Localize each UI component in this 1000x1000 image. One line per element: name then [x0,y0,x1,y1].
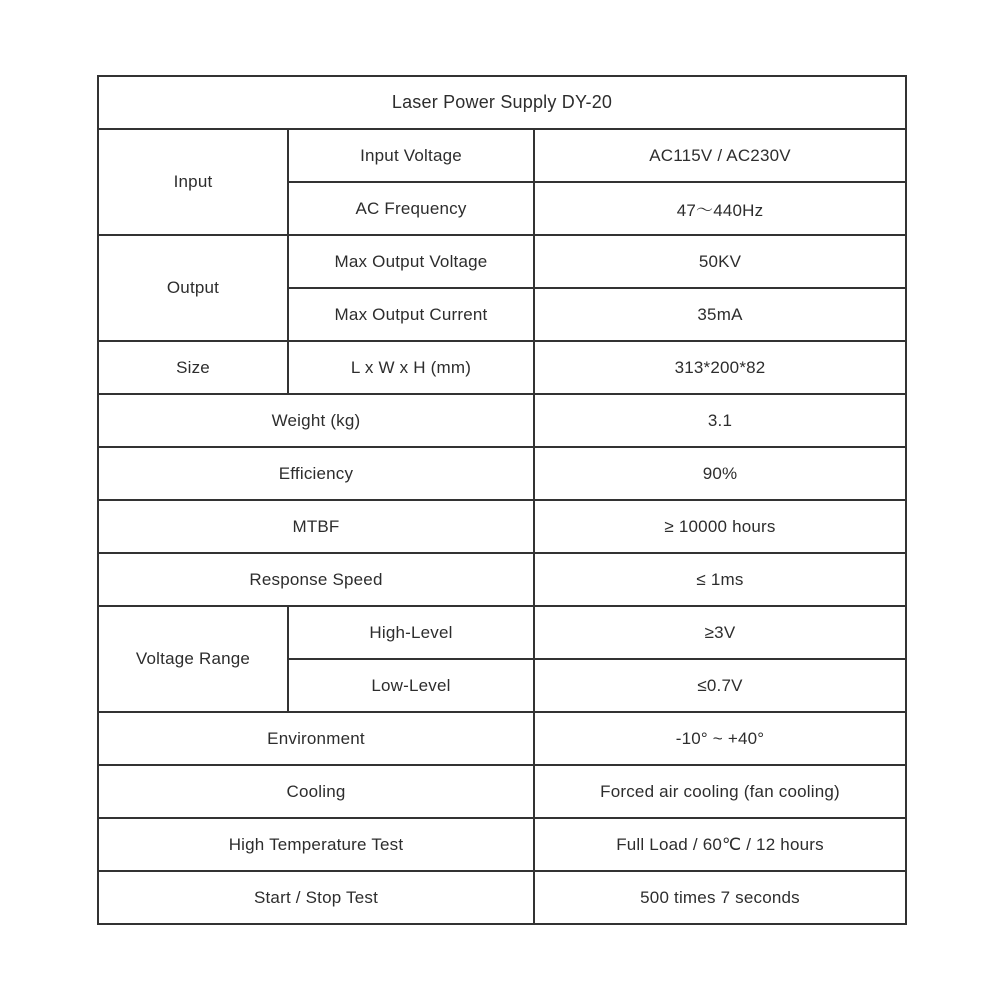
value-start-stop-test: 500 times 7 seconds [534,871,906,924]
param-weight: Weight (kg) [98,394,534,447]
title-row [98,76,906,129]
value-high-level: ≥3V [534,606,906,659]
value-max-output-voltage: 50KV [534,235,906,288]
category-size: Size [98,341,288,394]
row-input-voltage [98,129,906,182]
table-title: Laser Power Supply DY-20 [98,76,906,129]
value-size: 313*200*82 [534,341,906,394]
row-weight [98,394,906,447]
value-environment: -10° ~ +40° [534,712,906,765]
spec-table [97,75,907,925]
row-start-stop-test [98,871,906,924]
param-environment: Environment [98,712,534,765]
row-max-output-voltage [98,235,906,288]
value-response-speed: ≤ 1ms [534,553,906,606]
row-mtbf [98,500,906,553]
param-high-level: High-Level [288,606,534,659]
param-response-speed: Response Speed [98,553,534,606]
param-efficiency: Efficiency [98,447,534,500]
row-response-speed [98,553,906,606]
row-size [98,341,906,394]
value-max-output-current: 35mA [534,288,906,341]
row-environment [98,712,906,765]
row-efficiency [98,447,906,500]
param-start-stop-test: Start / Stop Test [98,871,534,924]
value-input-voltage: AC115V / AC230V [534,129,906,182]
param-cooling: Cooling [98,765,534,818]
param-max-output-voltage: Max Output Voltage [288,235,534,288]
value-efficiency: 90% [534,447,906,500]
value-cooling: Forced air cooling (fan cooling) [534,765,906,818]
param-ac-frequency: AC Frequency [288,182,534,235]
param-mtbf: MTBF [98,500,534,553]
value-mtbf: ≥ 10000 hours [534,500,906,553]
value-weight: 3.1 [534,394,906,447]
category-voltage-range: Voltage Range [98,606,288,712]
category-output: Output [98,235,288,341]
param-low-level: Low-Level [288,659,534,712]
category-input: Input [98,129,288,235]
row-high-level [98,606,906,659]
value-ac-frequency: 47～440Hz [534,182,906,235]
value-high-temperature-test: Full Load / 60℃ / 12 hours [534,818,906,871]
param-max-output-current: Max Output Current [288,288,534,341]
param-high-temperature-test: High Temperature Test [98,818,534,871]
param-input-voltage: Input Voltage [288,129,534,182]
row-cooling [98,765,906,818]
row-high-temperature-test [98,818,906,871]
param-size: L x W x H (mm) [288,341,534,394]
value-low-level: ≤0.7V [534,659,906,712]
